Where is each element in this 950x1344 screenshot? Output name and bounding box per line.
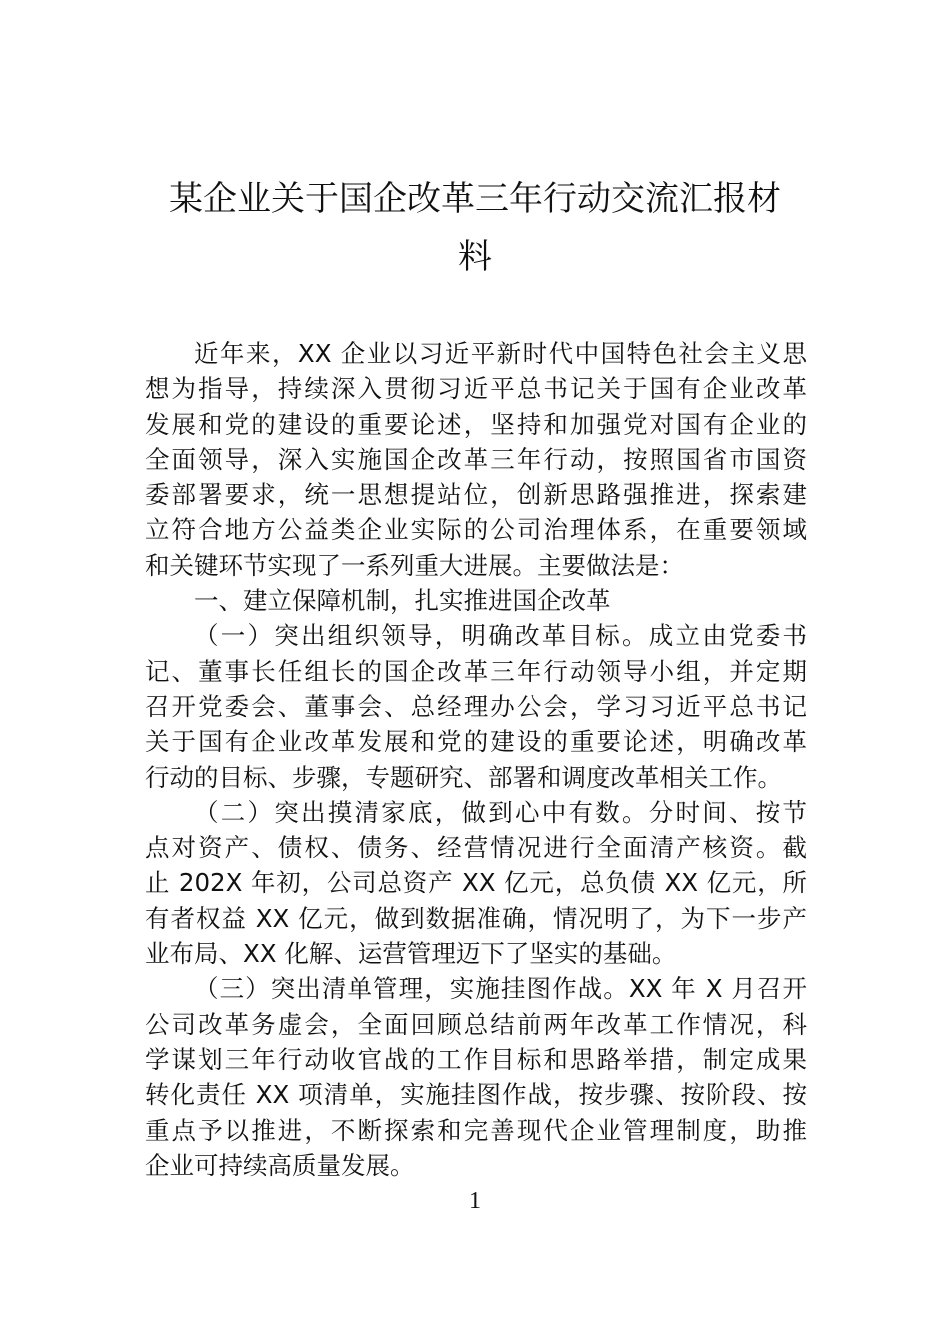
text-line: 全面领导，深入实施国企改革三年行动，按照国省市国资: [145, 444, 807, 474]
text-line: 企业可持续高质量发展。: [145, 1150, 415, 1180]
title-line: 某企业关于国企改革三年行动交流汇报材: [169, 179, 781, 219]
text-line: 记、董事长任组长的国企改革三年行动领导小组，并定期: [145, 656, 807, 686]
text-line: （三）突出清单管理，实施挂图作战。XX 年 X 月召开: [194, 974, 807, 1004]
text-line: 止 202X 年初，公司总资产 XX 亿元，总负债 XX 亿元，所: [145, 868, 807, 898]
section-heading-1: [145, 583, 807, 618]
text-line: 转化责任 XX 项清单，实施挂图作战，按步骤、按阶段、按: [145, 1080, 807, 1110]
title-line: 料: [458, 237, 492, 277]
text-line: 业布局、XX 化解、运营管理迈下了坚实的基础。: [145, 939, 677, 969]
text-line: 行动的目标、步骤，专题研究、部署和调度改革相关工作。: [145, 762, 782, 792]
text-line: 点对资产、债权、债务、经营情况进行全面清产核资。截: [145, 833, 807, 863]
text-line: 委部署要求，统一思想提站位，创新思路强推进，探索建: [145, 480, 807, 510]
text-line: 关于国有企业改革发展和党的建设的重要论述，明确改革: [145, 727, 807, 757]
text-line: （二）突出摸清家底，做到心中有数。分时间、按节: [194, 797, 807, 827]
subsection-1: [145, 618, 807, 794]
text-line: 立符合地方公益类企业实际的公司治理体系，在重要领域: [145, 515, 807, 545]
text-line: 有者权益 XX 亿元，做到数据准确，情况明了，为下一步产: [145, 903, 807, 933]
text-line: 和关键环节实现了一系列重大进展。主要做法是：: [145, 550, 684, 580]
document-title: [145, 170, 805, 286]
text-line: 学谋划三年行动收官战的工作目标和思路举措，制定成果: [145, 1044, 807, 1074]
page-number: 1: [469, 1188, 481, 1214]
text-line: 近年来，XX 企业以习近平新时代中国特色社会主义思: [194, 339, 807, 368]
subsection-2: [145, 795, 807, 971]
section-heading: 一、建立保障机制，扎实推进国企改革: [194, 586, 611, 616]
document-body: [145, 336, 807, 1183]
intro-paragraph: [145, 336, 807, 583]
text-line: 想为指导，持续深入贯彻习近平总书记关于国有企业改革: [145, 374, 807, 404]
text-line: 发展和党的建设的重要论述，坚持和加强党对国有企业的: [145, 409, 807, 439]
text-line: 公司改革务虚会，全面回顾总结前两年改革工作情况，科: [145, 1009, 807, 1039]
subsection-3: [145, 971, 807, 1183]
text-line: 重点予以推进，不断探索和完善现代企业管理制度，助推: [145, 1115, 807, 1145]
text-line: （一）突出组织领导，明确改革目标。成立由党委书: [194, 621, 807, 651]
text-line: 召开党委会、董事会、总经理办公会，学习习近平总书记: [145, 691, 807, 721]
